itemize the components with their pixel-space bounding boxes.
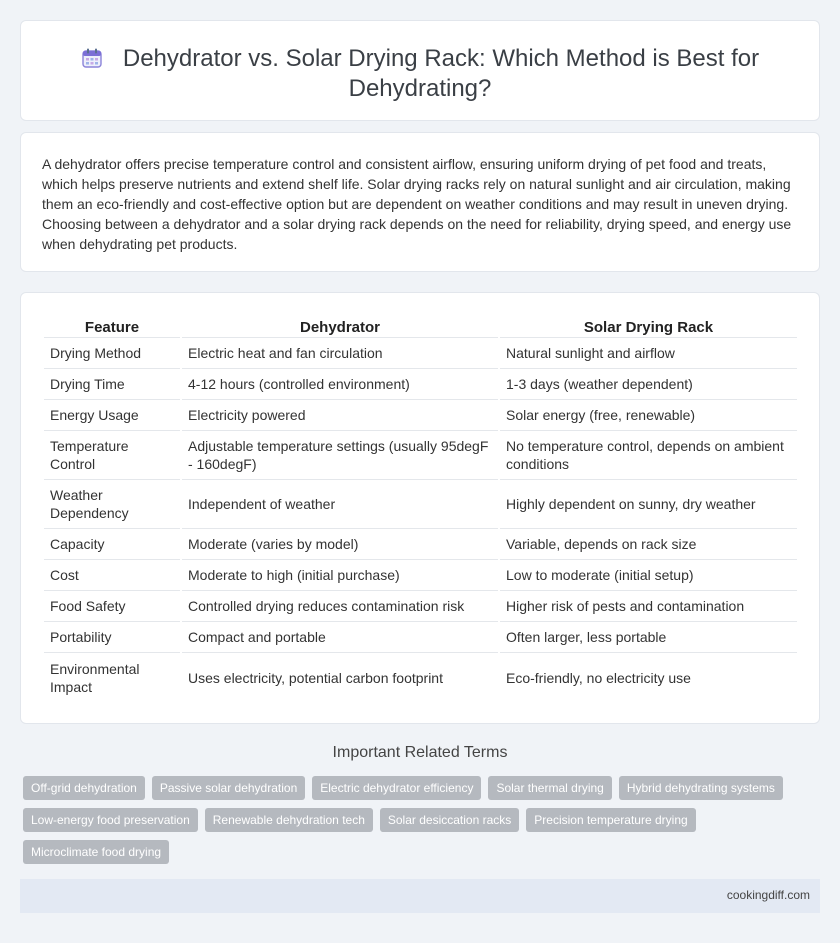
dehydrator-cell: Uses electricity, potential carbon footprint <box>188 669 443 686</box>
related-term-tag[interactable]: Precision temperature drying <box>526 808 695 832</box>
related-terms-heading: Important Related Terms <box>332 744 508 761</box>
dehydrator-cell: 4-12 hours (controlled environment) <box>182 369 498 400</box>
table-row <box>44 653 797 702</box>
related-term-tag[interactable]: Electric dehydrator efficiency <box>312 776 481 800</box>
page-title-line-1 <box>21 44 819 74</box>
related-term-tag[interactable]: Hybrid dehydrating systems <box>619 776 783 800</box>
table-row <box>44 338 797 369</box>
footer-site-link[interactable]: cookingdiff.com <box>726 888 810 902</box>
table-row <box>44 369 797 400</box>
feature-cell: Temperature Control <box>44 431 180 480</box>
solar-rack-cell: Eco-friendly, no electricity use <box>506 669 691 686</box>
table-row <box>44 560 797 591</box>
solar-rack-cell: No temperature control, depends on ambient conditions <box>500 431 797 480</box>
solar-rack-cell: Highly dependent on sunny, dry weather <box>500 480 797 529</box>
column-header-solar-rack: Solar Drying Rack <box>500 316 797 338</box>
feature-cell: Weather Dependency <box>44 480 180 529</box>
solar-rack-cell: Natural sunlight and airflow <box>500 338 797 369</box>
comparison-table <box>42 316 799 702</box>
column-header-feature: Feature <box>44 316 180 338</box>
related-term-tag[interactable]: Solar thermal drying <box>488 776 611 800</box>
table-row <box>44 622 797 653</box>
feature-cell: Capacity <box>44 529 180 560</box>
feature-cell: Cost <box>44 560 180 591</box>
title-card <box>20 20 820 121</box>
calendar-icon <box>81 47 103 69</box>
intro-paragraph: A dehydrator offers precise temperature control and consistent airflow, ensuring uniform drying of pet food and treats, which helps preserve nutrients and extend shelf life. Solar drying racks rely on natural sunlight and air circulation, making them an eco-friendly and cost-effective option but are dependent on weather conditions and may result in uneven drying. Choosing between a dehydrator and a solar drying rack depends on the need for reliability, drying speed, and energy use when dehydrating pet products. <box>42 156 792 252</box>
table-row <box>44 431 797 480</box>
dehydrator-cell: Moderate to high (initial purchase) <box>182 560 498 591</box>
title-text-1: Dehydrator vs. Solar Drying Rack: Which Method is Best for <box>122 45 760 72</box>
solar-rack-cell: Higher risk of pests and contamination <box>500 591 797 622</box>
page-title-line-2: Dehydrating? <box>348 75 492 102</box>
page-title <box>21 44 819 104</box>
related-term-tag[interactable]: Passive solar dehydration <box>152 776 305 800</box>
related-terms-list <box>23 776 813 864</box>
solar-rack-cell: 1-3 days (weather dependent) <box>500 369 797 400</box>
solar-rack-cell: Solar energy (free, renewable) <box>500 400 797 431</box>
dehydrator-cell: Controlled drying reduces contamination risk <box>182 591 498 622</box>
related-term-tag[interactable]: Microclimate food drying <box>23 840 169 864</box>
feature-cell: Energy Usage <box>44 400 180 431</box>
related-term-tag[interactable]: Low-energy food preservation <box>23 808 198 832</box>
dehydrator-cell: Adjustable temperature settings (usually 95degF - 160degF) <box>182 431 498 480</box>
table-row <box>44 591 797 622</box>
feature-cell: Food Safety <box>44 591 180 622</box>
column-header-dehydrator: Dehydrator <box>182 316 498 338</box>
dehydrator-cell: Independent of weather <box>182 480 498 529</box>
solar-rack-cell: Low to moderate (initial setup) <box>500 560 797 591</box>
feature-cell: Drying Method <box>44 338 180 369</box>
dehydrator-cell: Electric heat and fan circulation <box>182 338 498 369</box>
feature-cell: Drying Time <box>44 369 180 400</box>
related-term-tag[interactable]: Off-grid dehydration <box>23 776 145 800</box>
solar-rack-cell: Variable, depends on rack size <box>500 529 797 560</box>
table-row <box>44 529 797 560</box>
solar-rack-cell: Often larger, less portable <box>500 622 797 653</box>
table-header-row <box>44 316 797 338</box>
related-term-tag[interactable]: Renewable dehydration tech <box>205 808 373 832</box>
feature-cell: Portability <box>44 622 180 653</box>
dehydrator-cell: Compact and portable <box>182 622 498 653</box>
intro-card <box>20 132 820 272</box>
table-row <box>44 400 797 431</box>
footer-bar <box>20 879 820 913</box>
comparison-card <box>20 292 820 724</box>
related-term-tag[interactable]: Solar desiccation racks <box>380 808 519 832</box>
dehydrator-cell: Moderate (varies by model) <box>182 529 498 560</box>
feature-cell: Environmental Impact <box>50 660 140 695</box>
dehydrator-cell: Electricity powered <box>182 400 498 431</box>
table-row <box>44 480 797 529</box>
